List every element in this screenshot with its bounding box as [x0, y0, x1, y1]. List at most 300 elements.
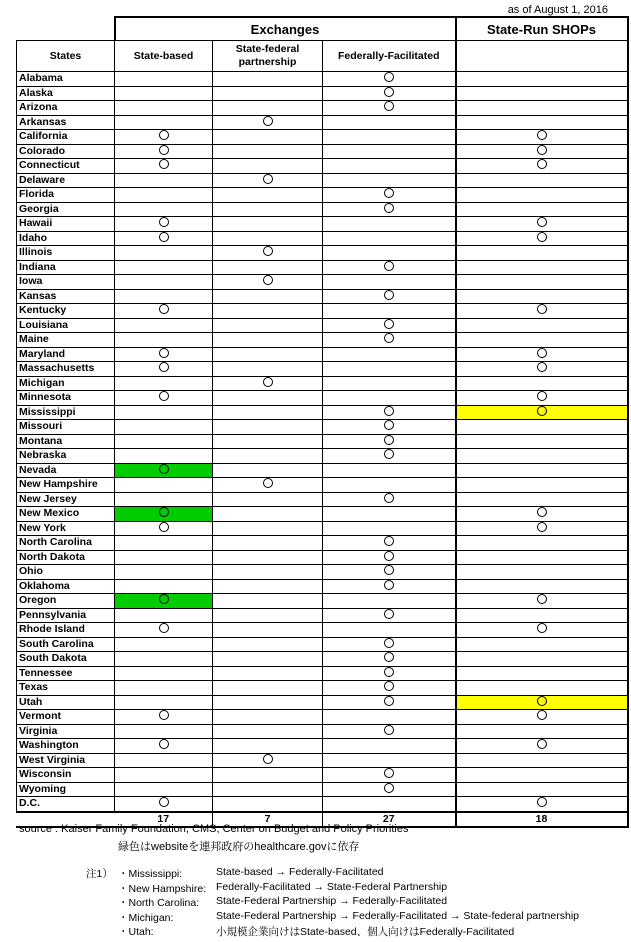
table-row	[17, 478, 628, 493]
cell-shop	[456, 376, 628, 391]
cell-sb	[115, 449, 213, 464]
note-text: State-based → Federally-Facilitated	[216, 866, 384, 878]
note-state: ・Utah:	[118, 926, 154, 938]
cell-sfp	[213, 666, 323, 681]
cell-ff	[323, 144, 456, 159]
note-text: State-Federal Partnership → Federally-Facilitated	[216, 895, 448, 907]
state-name: Oregon	[17, 594, 115, 609]
circle-mark	[384, 696, 394, 706]
circle-mark	[384, 406, 394, 416]
cell-sfp	[213, 565, 323, 580]
table-row	[17, 681, 628, 696]
cell-ff	[323, 768, 456, 783]
table-row	[17, 115, 628, 130]
circle-mark	[537, 391, 547, 401]
cell-shop	[456, 652, 628, 667]
circle-mark	[384, 551, 394, 561]
cell-sfp	[213, 391, 323, 406]
table-row	[17, 144, 628, 159]
table-row	[17, 666, 628, 681]
table-row	[17, 405, 628, 420]
table-row	[17, 579, 628, 594]
exchanges-header: Exchanges	[115, 17, 456, 41]
cell-ff	[323, 202, 456, 217]
state-name: Alabama	[17, 72, 115, 87]
cell-sb	[115, 115, 213, 130]
circle-mark	[159, 145, 169, 155]
cell-ff	[323, 188, 456, 203]
cell-ff	[323, 246, 456, 261]
state-name: Nevada	[17, 463, 115, 478]
cell-sfp	[213, 681, 323, 696]
cell-shop	[456, 231, 628, 246]
table-row	[17, 724, 628, 739]
cell-ff	[323, 681, 456, 696]
state-name: Nebraska	[17, 449, 115, 464]
cell-shop	[456, 246, 628, 261]
state-name: Pennsylvania	[17, 608, 115, 623]
cell-shop	[456, 724, 628, 739]
table-row	[17, 449, 628, 464]
cell-shop	[456, 521, 628, 536]
cell-sfp	[213, 637, 323, 652]
circle-mark	[537, 522, 547, 532]
state-name: South Dakota	[17, 652, 115, 667]
note-state: ・New Hampshire:	[118, 882, 207, 895]
cell-shop	[456, 710, 628, 725]
cell-sfp	[213, 623, 323, 638]
circle-mark	[159, 797, 169, 807]
cell-ff	[323, 376, 456, 391]
note-state: ・Michigan:	[118, 911, 174, 924]
cell-ff	[323, 797, 456, 812]
cell-ff	[323, 478, 456, 493]
cell-sb	[115, 202, 213, 217]
cell-ff	[323, 289, 456, 304]
cell-shop	[456, 275, 628, 290]
state-name: Maine	[17, 333, 115, 348]
table-row	[17, 159, 628, 174]
circle-mark	[537, 362, 547, 372]
cell-sb	[115, 217, 213, 232]
table-row	[17, 608, 628, 623]
circle-mark	[159, 232, 169, 242]
notes-label: 注1）	[86, 868, 113, 880]
cell-shop	[456, 188, 628, 203]
circle-mark	[384, 290, 394, 300]
circle-mark	[384, 667, 394, 677]
table-row	[17, 289, 628, 304]
circle-mark	[384, 638, 394, 648]
cell-ff	[323, 782, 456, 797]
cell-ff	[323, 347, 456, 362]
cell-sb	[115, 521, 213, 536]
cell-ff	[323, 420, 456, 435]
state-based-header: State-based	[115, 41, 213, 72]
state-name: Hawaii	[17, 217, 115, 232]
cell-sb	[115, 637, 213, 652]
cell-ff	[323, 739, 456, 754]
state-name: Montana	[17, 434, 115, 449]
circle-mark	[384, 681, 394, 691]
cell-ff	[323, 492, 456, 507]
cell-sfp	[213, 594, 323, 609]
circle-mark	[263, 478, 273, 488]
cell-sb	[115, 739, 213, 754]
cell-sfp	[213, 362, 323, 377]
cell-shop	[456, 637, 628, 652]
cell-shop	[456, 420, 628, 435]
circle-mark	[159, 623, 169, 633]
cell-sb	[115, 724, 213, 739]
state-name: Connecticut	[17, 159, 115, 174]
state-name: New Jersey	[17, 492, 115, 507]
cell-sb	[115, 101, 213, 116]
table-row	[17, 623, 628, 638]
cell-shop	[456, 101, 628, 116]
circle-mark	[537, 739, 547, 749]
cell-shop	[456, 304, 628, 319]
table-row	[17, 318, 628, 333]
table-row	[17, 521, 628, 536]
state-name: Arizona	[17, 101, 115, 116]
circle-mark	[159, 522, 169, 532]
cell-shop	[456, 434, 628, 449]
cell-sb	[115, 478, 213, 493]
cell-shop	[456, 507, 628, 522]
table-row	[17, 362, 628, 377]
state-name: Georgia	[17, 202, 115, 217]
cell-sfp	[213, 492, 323, 507]
cell-ff	[323, 260, 456, 275]
cell-sb	[115, 318, 213, 333]
circle-mark	[384, 580, 394, 590]
table-row	[17, 434, 628, 449]
table-row	[17, 739, 628, 754]
table-row	[17, 217, 628, 232]
state-name: Massachusetts	[17, 362, 115, 377]
state-name: Tennessee	[17, 666, 115, 681]
circle-mark	[159, 362, 169, 372]
cell-sfp	[213, 652, 323, 667]
cell-sfp	[213, 231, 323, 246]
cell-sb	[115, 86, 213, 101]
cell-sfp	[213, 130, 323, 145]
circle-mark	[159, 464, 169, 474]
cell-sfp	[213, 478, 323, 493]
state-name: New Hampshire	[17, 478, 115, 493]
circle-mark	[263, 754, 273, 764]
cell-shop	[456, 536, 628, 551]
state-name: California	[17, 130, 115, 145]
circle-mark	[384, 652, 394, 662]
cell-sb	[115, 710, 213, 725]
table-row	[17, 347, 628, 362]
cell-sb	[115, 144, 213, 159]
total-state-based: 17	[115, 812, 213, 827]
corner-blank	[17, 17, 115, 41]
circle-mark	[384, 565, 394, 575]
state-name: Mississippi	[17, 405, 115, 420]
cell-sfp	[213, 260, 323, 275]
circle-mark	[384, 87, 394, 97]
state-name: Arkansas	[17, 115, 115, 130]
cell-sfp	[213, 739, 323, 754]
circle-mark	[263, 116, 273, 126]
state-name: Idaho	[17, 231, 115, 246]
cell-sfp	[213, 782, 323, 797]
table-row	[17, 72, 628, 87]
state-name: Maryland	[17, 347, 115, 362]
cell-sfp	[213, 753, 323, 768]
cell-sb	[115, 666, 213, 681]
state-name: West Virginia	[17, 753, 115, 768]
cell-ff	[323, 753, 456, 768]
cell-ff	[323, 536, 456, 551]
cell-shop	[456, 768, 628, 783]
circle-mark	[537, 710, 547, 720]
cell-shop	[456, 217, 628, 232]
table-row	[17, 768, 628, 783]
states-header: States	[17, 41, 115, 72]
cell-ff	[323, 304, 456, 319]
state-name: Washington	[17, 739, 115, 754]
cell-sfp	[213, 449, 323, 464]
cell-ff	[323, 666, 456, 681]
cell-sfp	[213, 333, 323, 348]
circle-mark	[384, 493, 394, 503]
cell-sfp	[213, 420, 323, 435]
cell-sfp	[213, 246, 323, 261]
cell-shop	[456, 594, 628, 609]
cell-sfp	[213, 275, 323, 290]
circle-mark	[537, 232, 547, 242]
circle-mark	[384, 609, 394, 619]
table-row	[17, 782, 628, 797]
total-state-federal: 7	[213, 812, 323, 827]
table-row	[17, 637, 628, 652]
cell-ff	[323, 130, 456, 145]
cell-sb	[115, 405, 213, 420]
cell-ff	[323, 521, 456, 536]
circle-mark	[384, 72, 394, 82]
table-row	[17, 695, 628, 710]
table-row	[17, 260, 628, 275]
cell-sb	[115, 579, 213, 594]
cell-sb	[115, 420, 213, 435]
cell-sb	[115, 652, 213, 667]
cell-sb	[115, 333, 213, 348]
table-row	[17, 173, 628, 188]
cell-shop	[456, 115, 628, 130]
state-name: Texas	[17, 681, 115, 696]
cell-sfp	[213, 463, 323, 478]
cell-sfp	[213, 115, 323, 130]
circle-mark	[384, 536, 394, 546]
cell-sb	[115, 260, 213, 275]
cell-shop	[456, 565, 628, 580]
state-name: Delaware	[17, 173, 115, 188]
table-row	[17, 304, 628, 319]
state-name: Vermont	[17, 710, 115, 725]
cell-sb	[115, 231, 213, 246]
table-row	[17, 246, 628, 261]
cell-shop	[456, 550, 628, 565]
cell-ff	[323, 637, 456, 652]
table-row	[17, 536, 628, 551]
circle-mark	[384, 768, 394, 778]
cell-sfp	[213, 347, 323, 362]
note-text: State-Federal Partnership → Federally-Facilitated → State-federal partnership	[216, 909, 579, 922]
cell-ff	[323, 86, 456, 101]
circle-mark	[537, 348, 547, 358]
cell-sfp	[213, 101, 323, 116]
cell-shop	[456, 86, 628, 101]
cell-sb	[115, 173, 213, 188]
state-name: South Carolina	[17, 637, 115, 652]
cell-sfp	[213, 521, 323, 536]
cell-sb	[115, 434, 213, 449]
cell-ff	[323, 652, 456, 667]
cell-sb	[115, 463, 213, 478]
state-name: Wisconsin	[17, 768, 115, 783]
cell-shop	[456, 782, 628, 797]
table-row	[17, 101, 628, 116]
circle-mark	[384, 101, 394, 111]
cell-sb	[115, 246, 213, 261]
cell-sb	[115, 289, 213, 304]
cell-sb	[115, 304, 213, 319]
exchange-table	[16, 16, 629, 828]
circle-mark	[159, 348, 169, 358]
table-row	[17, 130, 628, 145]
cell-ff	[323, 405, 456, 420]
cell-sb	[115, 797, 213, 812]
table-row	[17, 275, 628, 290]
cell-sfp	[213, 507, 323, 522]
cell-sfp	[213, 710, 323, 725]
state-name: Illinois	[17, 246, 115, 261]
cell-shop	[456, 608, 628, 623]
cell-sb	[115, 159, 213, 174]
cell-sfp	[213, 217, 323, 232]
cell-sb	[115, 376, 213, 391]
table-row	[17, 463, 628, 478]
cell-sfp	[213, 536, 323, 551]
circle-mark	[384, 333, 394, 343]
cell-shop	[456, 492, 628, 507]
note-text: 小規模企業向けはState-based、個人向けはFederally-Facilitated	[216, 926, 515, 938]
circle-mark	[263, 246, 273, 256]
table-row	[17, 594, 628, 609]
state-name: Minnesota	[17, 391, 115, 406]
table-row	[17, 492, 628, 507]
cell-ff	[323, 173, 456, 188]
cell-shop	[456, 695, 628, 710]
cell-sfp	[213, 768, 323, 783]
state-name: Indiana	[17, 260, 115, 275]
state-name: Alaska	[17, 86, 115, 101]
cell-ff	[323, 275, 456, 290]
circle-mark	[537, 145, 547, 155]
cell-sb	[115, 347, 213, 362]
circle-mark	[537, 797, 547, 807]
cell-shop	[456, 405, 628, 420]
as-of-date: as of August 1, 2016	[507, 4, 608, 16]
cell-sb	[115, 391, 213, 406]
cell-sb	[115, 782, 213, 797]
table-row	[17, 565, 628, 580]
cell-ff	[323, 710, 456, 725]
cell-shop	[456, 362, 628, 377]
source-note: 緑色はwebsiteを連邦政府のhealthcare.govに依存	[118, 841, 360, 853]
total-federally-facilitated: 27	[323, 812, 456, 827]
circle-mark	[159, 130, 169, 140]
cell-shop	[456, 159, 628, 174]
cell-ff	[323, 115, 456, 130]
table-row	[17, 652, 628, 667]
circle-mark	[384, 435, 394, 445]
cell-sb	[115, 565, 213, 580]
state-name: Kentucky	[17, 304, 115, 319]
circle-mark	[384, 188, 394, 198]
cell-ff	[323, 101, 456, 116]
state-name: Virginia	[17, 724, 115, 739]
table-row	[17, 188, 628, 203]
circle-mark	[159, 507, 169, 517]
table-row	[17, 391, 628, 406]
table-row	[17, 86, 628, 101]
cell-shop	[456, 289, 628, 304]
shops-header: State-Run SHOPs	[456, 17, 628, 41]
note-state: ・North Carolina:	[118, 897, 200, 909]
cell-ff	[323, 724, 456, 739]
cell-shop	[456, 623, 628, 638]
cell-sfp	[213, 173, 323, 188]
cell-ff	[323, 579, 456, 594]
cell-ff	[323, 550, 456, 565]
cell-sb	[115, 695, 213, 710]
cell-sfp	[213, 434, 323, 449]
cell-sb	[115, 188, 213, 203]
circle-mark	[537, 507, 547, 517]
state-name: Michigan	[17, 376, 115, 391]
state-federal-header: State-federal partnership	[213, 41, 323, 72]
circle-mark	[159, 391, 169, 401]
circle-mark	[384, 449, 394, 459]
state-name: Missouri	[17, 420, 115, 435]
shops-subheader	[456, 41, 628, 72]
table-row	[17, 231, 628, 246]
cell-sfp	[213, 724, 323, 739]
circle-mark	[384, 261, 394, 271]
cell-ff	[323, 463, 456, 478]
cell-sfp	[213, 159, 323, 174]
cell-sb	[115, 594, 213, 609]
state-name: Louisiana	[17, 318, 115, 333]
cell-shop	[456, 739, 628, 754]
cell-ff	[323, 507, 456, 522]
cell-sb	[115, 623, 213, 638]
cell-sb	[115, 492, 213, 507]
cell-shop	[456, 579, 628, 594]
cell-shop	[456, 666, 628, 681]
state-name: North Dakota	[17, 550, 115, 565]
cell-shop	[456, 318, 628, 333]
cell-ff	[323, 391, 456, 406]
cell-sb	[115, 362, 213, 377]
cell-sb	[115, 536, 213, 551]
